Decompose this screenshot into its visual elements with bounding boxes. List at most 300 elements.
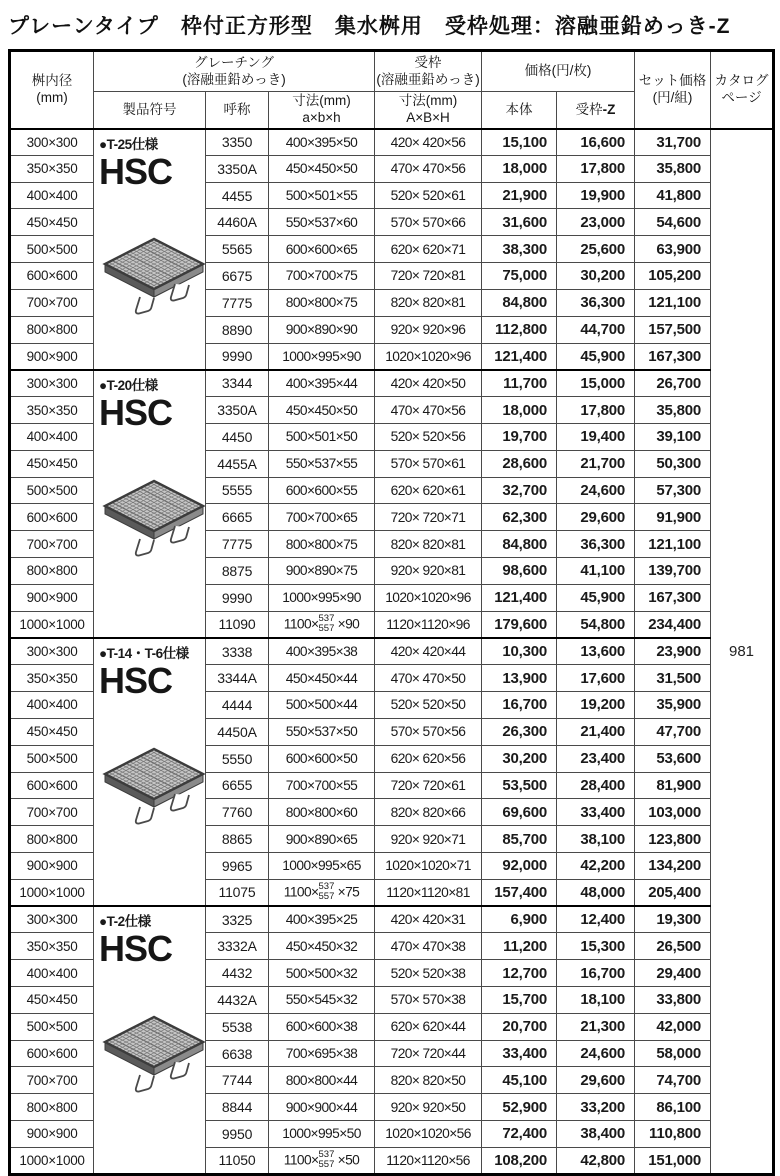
product-name-cell: 4450 <box>206 423 269 450</box>
grating-dimension-cell: 500×501×55 <box>269 182 375 209</box>
frame-price-cell: 36,300 <box>557 531 635 558</box>
frame-dimension-cell: 520× 520×38 <box>375 960 482 987</box>
frame-dimension-cell: 470× 470×56 <box>375 397 482 424</box>
product-name-cell: 3332A <box>206 933 269 960</box>
spec-label: ●T-25仕様 <box>99 136 158 152</box>
product-name-cell: 4455A <box>206 450 269 477</box>
frame-price-cell: 23,000 <box>557 209 635 236</box>
brand-label: HSC <box>99 659 173 701</box>
body-price-cell: 32,700 <box>482 477 557 504</box>
product-name-cell: 9990 <box>206 343 269 370</box>
header-set-price-line2: (円/組) <box>652 89 693 105</box>
set-price-cell: 234,400 <box>635 611 711 638</box>
inner-size-cell: 900×900 <box>10 852 94 879</box>
grating-dimension-cell: 1100× 537 557 ×90 <box>269 611 375 638</box>
body-price-cell: 75,000 <box>482 263 557 290</box>
frame-dimension-cell: 1120×1120×81 <box>375 879 482 906</box>
inner-size-cell: 1000×1000 <box>10 1147 94 1174</box>
header-frame-z-suffix: -Z <box>602 101 616 117</box>
set-price-cell: 110,800 <box>635 1121 711 1148</box>
body-price-cell: 179,600 <box>482 611 557 638</box>
body-price-cell: 30,200 <box>482 745 557 772</box>
header-dim-grating-line1: 寸法(mm) <box>292 93 351 109</box>
grating-image-wrap <box>99 744 205 837</box>
spec-label: ●T-14・T-6仕様 <box>99 645 189 661</box>
header-grating-line2: (溶融亜鉛めっき) <box>182 71 286 87</box>
inner-size-cell: 300×300 <box>10 129 94 156</box>
grating-dimension-cell: 700×700×65 <box>269 504 375 531</box>
body-price-cell: 69,600 <box>482 799 557 826</box>
inner-size-cell: 350×350 <box>10 397 94 424</box>
frame-dimension-cell: 820× 820×81 <box>375 289 482 316</box>
body-price-cell: 38,300 <box>482 236 557 263</box>
body-price-cell: 18,000 <box>482 155 557 182</box>
page-title: プレーンタイプ 枠付正方形型 集水桝用 受枠処理：溶融亜鉛めっき-Z <box>8 15 731 38</box>
frame-price-cell: 28,400 <box>557 772 635 799</box>
table-row <box>10 370 774 397</box>
inner-size-cell: 450×450 <box>10 987 94 1014</box>
grating-dimension-cell: 1000×995×65 <box>269 852 375 879</box>
set-price-cell: 86,100 <box>635 1094 711 1121</box>
spec-cell <box>94 638 206 906</box>
grating-product-image <box>99 1012 206 1100</box>
set-price-cell: 157,500 <box>635 316 711 343</box>
grating-dimension-cell: 550×537×60 <box>269 209 375 236</box>
product-name-cell: 3350A <box>206 155 269 182</box>
header-catalog-line1: カタログ <box>714 73 769 89</box>
grating-dimension-cell: 400×395×25 <box>269 906 375 933</box>
frame-dimension-cell: 1020×1020×71 <box>375 852 482 879</box>
set-price-cell: 121,100 <box>635 289 711 316</box>
body-price-cell: 92,000 <box>482 852 557 879</box>
grating-dimension-cell: 550×545×32 <box>269 987 375 1014</box>
frame-price-cell: 30,200 <box>557 263 635 290</box>
table-header <box>10 51 774 129</box>
grating-dimension-cell: 550×537×55 <box>269 450 375 477</box>
frame-price-cell: 23,400 <box>557 745 635 772</box>
set-price-cell: 121,100 <box>635 531 711 558</box>
product-name-cell: 4432 <box>206 960 269 987</box>
frame-price-cell: 41,100 <box>557 558 635 585</box>
frame-dimension-cell: 620× 620×61 <box>375 477 482 504</box>
frame-dimension-cell: 470× 470×50 <box>375 665 482 692</box>
spec-cell <box>94 906 206 1174</box>
frame-dimension-cell: 570× 570×56 <box>375 718 482 745</box>
inner-size-cell: 600×600 <box>10 504 94 531</box>
set-price-cell: 19,300 <box>635 906 711 933</box>
set-price-cell: 42,000 <box>635 1013 711 1040</box>
frame-dimension-cell: 420× 420×50 <box>375 370 482 397</box>
body-price-cell: 19,700 <box>482 423 557 450</box>
frame-dimension-cell: 520× 520×50 <box>375 692 482 719</box>
header-dim-frame-line2: A×B×H <box>406 109 450 125</box>
header-dim-grating-line2: a×b×h <box>302 109 341 125</box>
grating-dimension-cell: 400×395×50 <box>269 129 375 156</box>
product-name-cell: 4460A <box>206 209 269 236</box>
inner-size-cell: 450×450 <box>10 718 94 745</box>
set-price-cell: 139,700 <box>635 558 711 585</box>
frame-dimension-cell: 920× 920×96 <box>375 316 482 343</box>
set-price-cell: 105,200 <box>635 263 711 290</box>
grating-dimension-cell: 1100× 537 557 ×50 <box>269 1147 375 1174</box>
inner-size-cell: 900×900 <box>10 343 94 370</box>
inner-size-cell: 350×350 <box>10 665 94 692</box>
body-price-cell: 85,700 <box>482 826 557 853</box>
product-name-cell: 8890 <box>206 316 269 343</box>
header-inner-size-line1: 桝内径 <box>31 73 73 89</box>
body-price-cell: 52,900 <box>482 1094 557 1121</box>
frame-price-cell: 15,000 <box>557 370 635 397</box>
frame-dimension-cell: 420× 420×44 <box>375 638 482 665</box>
frame-dimension-cell: 720× 720×61 <box>375 772 482 799</box>
table-row <box>10 129 774 156</box>
product-name-cell: 11090 <box>206 611 269 638</box>
inner-size-cell: 600×600 <box>10 1040 94 1067</box>
header-grating-line1: グレーチング <box>193 55 275 71</box>
set-price-cell: 53,600 <box>635 745 711 772</box>
frame-price-cell: 29,600 <box>557 504 635 531</box>
inner-size-cell: 700×700 <box>10 799 94 826</box>
header-grating-group <box>94 51 375 92</box>
brand-label: HSC <box>99 928 173 970</box>
header-name: 呼称 <box>206 92 269 129</box>
body-price-cell: 18,000 <box>482 397 557 424</box>
body-price-cell: 45,100 <box>482 1067 557 1094</box>
product-name-cell: 7775 <box>206 289 269 316</box>
grating-dimension-cell: 800×800×75 <box>269 289 375 316</box>
inner-size-cell: 900×900 <box>10 584 94 611</box>
frame-price-cell: 21,300 <box>557 1013 635 1040</box>
grating-dimension-cell: 450×450×50 <box>269 397 375 424</box>
inner-size-cell: 350×350 <box>10 933 94 960</box>
product-name-cell: 6655 <box>206 772 269 799</box>
frame-price-cell: 48,000 <box>557 879 635 906</box>
header-dim-frame-line1: 寸法(mm) <box>398 93 458 109</box>
header-set-price <box>635 51 711 129</box>
header-inner-size <box>10 51 94 129</box>
header-catalog-line2: ページ <box>721 89 762 105</box>
set-price-cell: 81,900 <box>635 772 711 799</box>
product-name-cell: 7744 <box>206 1067 269 1094</box>
frame-dimension-cell: 1020×1020×96 <box>375 584 482 611</box>
frame-dimension-cell: 570× 570×38 <box>375 987 482 1014</box>
grating-dimension-cell: 400×395×44 <box>269 370 375 397</box>
body-price-cell: 112,800 <box>482 316 557 343</box>
inner-size-cell: 700×700 <box>10 1067 94 1094</box>
header-body-price: 本体 <box>482 92 557 129</box>
inner-size-cell: 400×400 <box>10 182 94 209</box>
spec-label: ●T-20仕様 <box>99 377 158 393</box>
inner-size-cell: 300×300 <box>10 370 94 397</box>
inner-size-cell: 300×300 <box>10 638 94 665</box>
grating-dimension-cell: 700×700×75 <box>269 263 375 290</box>
frame-price-cell: 45,900 <box>557 343 635 370</box>
grating-dimension-cell: 700×700×55 <box>269 772 375 799</box>
grating-dimension-cell: 600×600×65 <box>269 236 375 263</box>
product-name-cell: 9990 <box>206 584 269 611</box>
spec-label: ●T-2仕様 <box>99 914 151 930</box>
set-price-cell: 39,100 <box>635 423 711 450</box>
set-price-cell: 35,800 <box>635 155 711 182</box>
product-name-cell: 4455 <box>206 182 269 209</box>
header-frame-line1: 受枠 <box>414 55 442 71</box>
grating-dimension-cell: 1000×995×90 <box>269 343 375 370</box>
inner-size-cell: 400×400 <box>10 960 94 987</box>
frame-price-cell: 17,800 <box>557 155 635 182</box>
set-price-cell: 26,500 <box>635 933 711 960</box>
body-price-cell: 108,200 <box>482 1147 557 1174</box>
set-price-cell: 41,800 <box>635 182 711 209</box>
set-price-cell: 35,800 <box>635 397 711 424</box>
spec-cell <box>94 370 206 638</box>
inner-size-cell: 800×800 <box>10 826 94 853</box>
inner-size-cell: 800×800 <box>10 1094 94 1121</box>
header-frame-z <box>557 92 635 129</box>
product-name-cell: 6638 <box>206 1040 269 1067</box>
inner-size-cell: 400×400 <box>10 423 94 450</box>
inner-size-cell: 1000×1000 <box>10 611 94 638</box>
body-price-cell: 11,700 <box>482 370 557 397</box>
product-name-cell: 4432A <box>206 987 269 1014</box>
frame-price-cell: 33,400 <box>557 799 635 826</box>
frame-dimension-cell: 820× 820×81 <box>375 531 482 558</box>
body-price-cell: 72,400 <box>482 1121 557 1148</box>
frame-dimension-cell: 1120×1120×56 <box>375 1147 482 1174</box>
product-name-cell: 4450A <box>206 718 269 745</box>
inner-size-cell: 500×500 <box>10 745 94 772</box>
set-price-cell: 167,300 <box>635 584 711 611</box>
frame-price-cell: 44,700 <box>557 316 635 343</box>
grating-image-wrap <box>99 476 205 569</box>
set-price-cell: 151,000 <box>635 1147 711 1174</box>
product-name-cell: 11050 <box>206 1147 269 1174</box>
set-price-cell: 29,400 <box>635 960 711 987</box>
body-price-cell: 6,900 <box>482 906 557 933</box>
inner-size-cell: 700×700 <box>10 531 94 558</box>
header-catalog-page <box>711 51 774 129</box>
body-price-cell: 28,600 <box>482 450 557 477</box>
grating-dimension-cell: 450×450×32 <box>269 933 375 960</box>
inner-size-cell: 450×450 <box>10 209 94 236</box>
grating-dimension-cell: 1000×995×50 <box>269 1121 375 1148</box>
product-name-cell: 5538 <box>206 1013 269 1040</box>
frame-price-cell: 17,800 <box>557 397 635 424</box>
header-set-price-line1: セット価格 <box>638 73 707 89</box>
product-name-cell: 3344A <box>206 665 269 692</box>
grating-dimension-cell: 500×500×32 <box>269 960 375 987</box>
dimension-fraction: 537 557 <box>318 613 335 635</box>
frame-price-cell: 24,600 <box>557 477 635 504</box>
grating-dimension-cell: 500×500×44 <box>269 692 375 719</box>
frame-price-cell: 21,400 <box>557 718 635 745</box>
frame-price-cell: 54,800 <box>557 611 635 638</box>
set-price-cell: 47,700 <box>635 718 711 745</box>
grating-dimension-cell: 550×537×50 <box>269 718 375 745</box>
catalog-page-cell: 981 <box>711 129 774 1175</box>
inner-size-cell: 1000×1000 <box>10 879 94 906</box>
dimension-fraction: 537 557 <box>318 1149 335 1171</box>
body-price-cell: 62,300 <box>482 504 557 531</box>
body-price-cell: 157,400 <box>482 879 557 906</box>
header-dim-grating <box>269 92 375 129</box>
body-price-cell: 21,900 <box>482 182 557 209</box>
set-price-cell: 74,700 <box>635 1067 711 1094</box>
grating-dimension-cell: 1000×995×90 <box>269 584 375 611</box>
frame-dimension-cell: 1120×1120×96 <box>375 611 482 638</box>
inner-size-cell: 450×450 <box>10 450 94 477</box>
table-row <box>10 638 774 665</box>
grating-dimension-cell: 800×800×75 <box>269 531 375 558</box>
frame-dimension-cell: 920× 920×81 <box>375 558 482 585</box>
set-price-cell: 50,300 <box>635 450 711 477</box>
frame-price-cell: 15,300 <box>557 933 635 960</box>
product-name-cell: 9950 <box>206 1121 269 1148</box>
product-name-cell: 5550 <box>206 745 269 772</box>
product-name-cell: 3350A <box>206 397 269 424</box>
frame-dimension-cell: 820× 820×50 <box>375 1067 482 1094</box>
spec-cell <box>94 129 206 370</box>
product-name-cell: 6665 <box>206 504 269 531</box>
frame-price-cell: 19,200 <box>557 692 635 719</box>
grating-dimension-cell: 900×890×75 <box>269 558 375 585</box>
grating-dimension-cell: 700×695×38 <box>269 1040 375 1067</box>
grating-dimension-cell: 500×501×50 <box>269 423 375 450</box>
frame-dimension-cell: 520× 520×56 <box>375 423 482 450</box>
frame-dimension-cell: 570× 570×66 <box>375 209 482 236</box>
frame-price-cell: 21,700 <box>557 450 635 477</box>
frame-price-cell: 18,100 <box>557 987 635 1014</box>
grating-dimension-cell: 900×900×44 <box>269 1094 375 1121</box>
price-table <box>8 49 775 1176</box>
header-price-group: 価格(円/枚) <box>482 51 635 92</box>
inner-size-cell: 400×400 <box>10 692 94 719</box>
frame-price-cell: 24,600 <box>557 1040 635 1067</box>
table-body <box>10 129 774 1175</box>
set-price-cell: 58,000 <box>635 1040 711 1067</box>
product-name-cell: 11075 <box>206 879 269 906</box>
product-name-cell: 5555 <box>206 477 269 504</box>
inner-size-cell: 800×800 <box>10 316 94 343</box>
header-dim-frame <box>375 92 482 129</box>
brand-label: HSC <box>99 391 173 433</box>
frame-price-cell: 13,600 <box>557 638 635 665</box>
product-name-cell: 7775 <box>206 531 269 558</box>
inner-size-cell: 900×900 <box>10 1121 94 1148</box>
grating-image-wrap <box>99 234 205 327</box>
product-name-cell: 3344 <box>206 370 269 397</box>
frame-price-cell: 25,600 <box>557 236 635 263</box>
frame-price-cell: 16,700 <box>557 960 635 987</box>
product-name-cell: 9965 <box>206 852 269 879</box>
inner-size-cell: 600×600 <box>10 772 94 799</box>
body-price-cell: 84,800 <box>482 531 557 558</box>
frame-price-cell: 36,300 <box>557 289 635 316</box>
grating-dimension-cell: 900×890×90 <box>269 316 375 343</box>
grating-dimension-cell: 800×800×44 <box>269 1067 375 1094</box>
body-price-cell: 98,600 <box>482 558 557 585</box>
body-price-cell: 15,100 <box>482 129 557 156</box>
frame-dimension-cell: 420× 420×56 <box>375 129 482 156</box>
set-price-cell: 57,300 <box>635 477 711 504</box>
grating-product-image <box>99 744 206 832</box>
product-name-cell: 8865 <box>206 826 269 853</box>
frame-price-cell: 38,400 <box>557 1121 635 1148</box>
frame-dimension-cell: 920× 920×71 <box>375 826 482 853</box>
frame-dimension-cell: 720× 720×81 <box>375 263 482 290</box>
grating-dimension-cell: 450×450×50 <box>269 155 375 182</box>
body-price-cell: 84,800 <box>482 289 557 316</box>
frame-price-cell: 45,900 <box>557 584 635 611</box>
inner-size-cell: 350×350 <box>10 155 94 182</box>
frame-dimension-cell: 820× 820×66 <box>375 799 482 826</box>
grating-image-wrap <box>99 1012 205 1105</box>
body-price-cell: 121,400 <box>482 343 557 370</box>
grating-dimension-cell: 600×600×55 <box>269 477 375 504</box>
product-name-cell: 5565 <box>206 236 269 263</box>
frame-price-cell: 29,600 <box>557 1067 635 1094</box>
frame-price-cell: 19,900 <box>557 182 635 209</box>
body-price-cell: 13,900 <box>482 665 557 692</box>
set-price-cell: 123,800 <box>635 826 711 853</box>
body-price-cell: 26,300 <box>482 718 557 745</box>
set-price-cell: 63,900 <box>635 236 711 263</box>
body-price-cell: 10,300 <box>482 638 557 665</box>
set-price-cell: 31,500 <box>635 665 711 692</box>
product-name-cell: 3350 <box>206 129 269 156</box>
header-product-code: 製品符号 <box>94 92 206 129</box>
frame-dimension-cell: 470× 470×56 <box>375 155 482 182</box>
grating-dimension-cell: 800×800×60 <box>269 799 375 826</box>
frame-dimension-cell: 620× 620×56 <box>375 745 482 772</box>
set-price-cell: 205,400 <box>635 879 711 906</box>
inner-size-cell: 600×600 <box>10 263 94 290</box>
grating-dimension-cell: 600×600×50 <box>269 745 375 772</box>
set-price-cell: 54,600 <box>635 209 711 236</box>
frame-dimension-cell: 570× 570×61 <box>375 450 482 477</box>
grating-product-image <box>99 476 206 564</box>
frame-dimension-cell: 420× 420×31 <box>375 906 482 933</box>
product-name-cell: 8844 <box>206 1094 269 1121</box>
frame-dimension-cell: 620× 620×44 <box>375 1013 482 1040</box>
grating-dimension-cell: 400×395×38 <box>269 638 375 665</box>
grating-dimension-cell: 900×890×65 <box>269 826 375 853</box>
brand-label: HSC <box>99 150 173 192</box>
frame-price-cell: 17,600 <box>557 665 635 692</box>
header-frame-z-prefix: 受枠 <box>575 101 603 117</box>
body-price-cell: 15,700 <box>482 987 557 1014</box>
product-name-cell: 8875 <box>206 558 269 585</box>
body-price-cell: 11,200 <box>482 933 557 960</box>
set-price-cell: 91,900 <box>635 504 711 531</box>
body-price-cell: 12,700 <box>482 960 557 987</box>
inner-size-cell: 700×700 <box>10 289 94 316</box>
inner-size-cell: 500×500 <box>10 477 94 504</box>
dimension-fraction: 537 557 <box>318 881 335 903</box>
inner-size-cell: 800×800 <box>10 558 94 585</box>
product-name-cell: 7760 <box>206 799 269 826</box>
set-price-cell: 31,700 <box>635 129 711 156</box>
header-frame-group <box>375 51 482 92</box>
body-price-cell: 20,700 <box>482 1013 557 1040</box>
set-price-cell: 26,700 <box>635 370 711 397</box>
table-row <box>10 906 774 933</box>
frame-dimension-cell: 520× 520×61 <box>375 182 482 209</box>
body-price-cell: 31,600 <box>482 209 557 236</box>
set-price-cell: 134,200 <box>635 852 711 879</box>
inner-size-cell: 500×500 <box>10 236 94 263</box>
product-name-cell: 3325 <box>206 906 269 933</box>
frame-dimension-cell: 720× 720×44 <box>375 1040 482 1067</box>
